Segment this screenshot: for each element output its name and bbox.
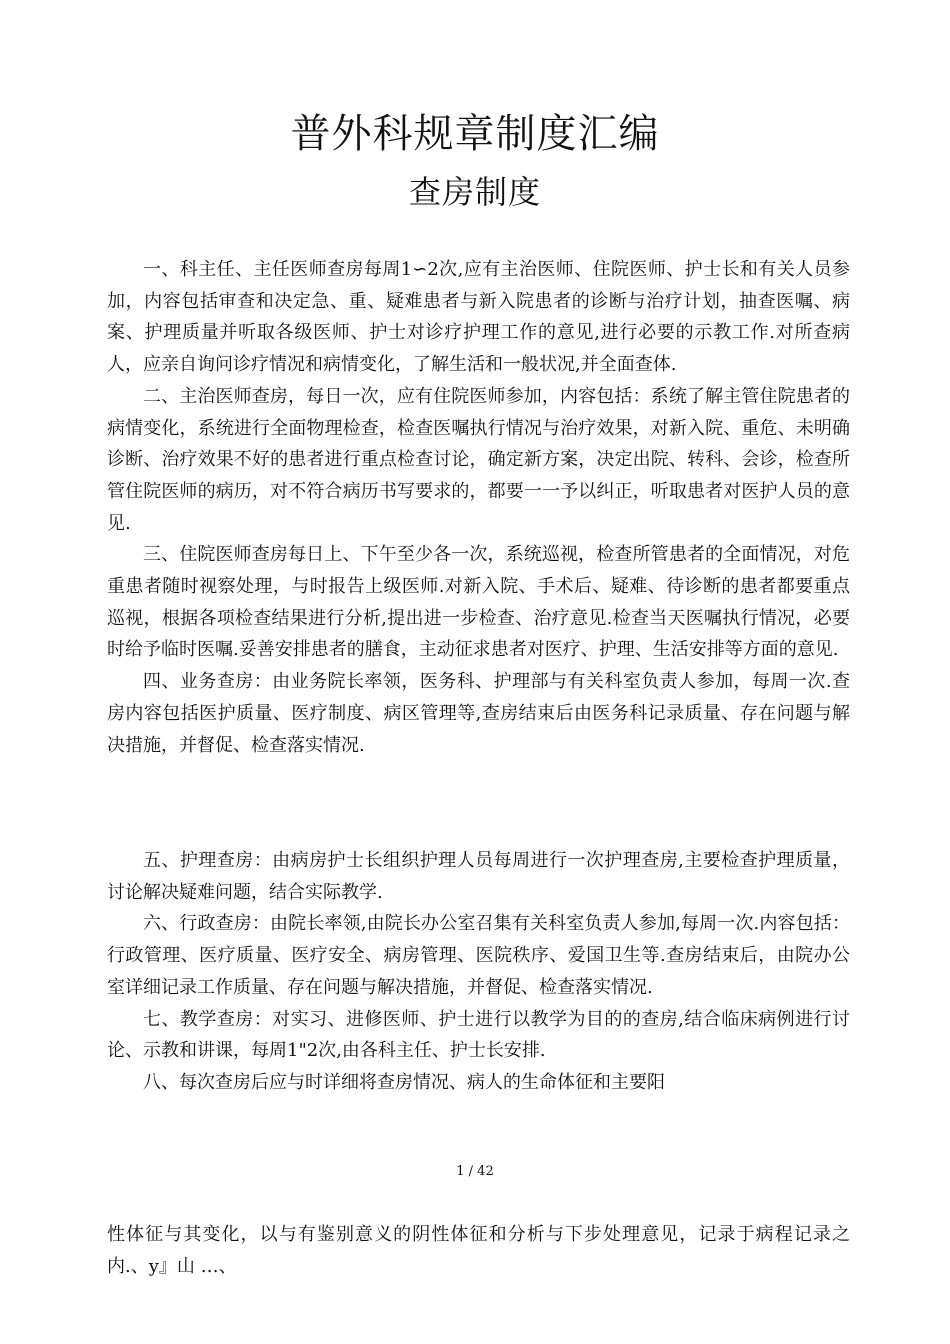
paragraph-8-continued: 性体征与其变化，以与有鉴别意义的阴性体征和分析与下步处理意见，记录于病程记录之内.、y』山 …、 bbox=[107, 1224, 850, 1277]
paragraph-5: 五、护理查房：由病房护士长组织护理人员每周进行一次护理查房,主要检查护理质量，讨论解决疑难问题，结合实际教学. bbox=[107, 850, 850, 903]
paragraph-3: 三、住院医师查房每日上、下午至少各一次，系统巡视，检查所管患者的全面情况，对危重患者随时视察处理，与时报告上级医师.对新入院、手术后、疑难、待诊断的患者都要重点巡视，根据各项检查结果进行分析,提出进一步检查、治疗意见.检查当天医嘱执行情况，必要时给予临时医嘱.妥善安排患者的膳食，主动征求患者对医疗、护理、生活安排等方面的意见. bbox=[107, 544, 850, 661]
paragraph-6: 六、行政查房：由院长率领,由院长办公室召集有关科室负责人参加,每周一次.内容包括：行政管理、医疗质量、医疗安全、病房管理、医院秩序、爱国卫生等.查房结束后，由院办公室详细记录工作质量、存在问题与解决措施，并督促、检查落实情况. bbox=[107, 913, 850, 998]
body-text-bottom bbox=[107, 845, 850, 1099]
section-title: 查房制度 bbox=[408, 173, 541, 211]
paragraph-8: 八、每次查房后应与时详细将查房情况、病人的生命体征和主要阳 bbox=[143, 1071, 665, 1093]
body-text-top bbox=[107, 254, 850, 761]
paragraph-1: 一、科主任、主任医师查房每周1∽2次,应有主治医师、住院医师、护士长和有关人员参加，内容包括审查和决定急、重、疑难患者与新入院患者的诊断与治疗计划，抽查医嘱、病案、护理质量并听取各级医师、护士对诊疗护理工作的意见,进行必要的示教工作.对所查病人，应亲自询问诊疗情况和病情变化，了解生活和一般状况,并全面查体. bbox=[107, 259, 850, 376]
paragraph-2: 二、主治医师查房，每日一次，应有住院医师参加，内容包括：系统了解主管住院患者的病情变化，系统进行全面物理检查，检查医嘱执行情况与治疗效果，对新入院、重危、未明确诊断、治疗效果不好的患者进行重点检查讨论，确定新方案，决定出院、转科、会诊，检查所管住院医师的病历，对不符合病历书写要求的，都要一一予以纠正，听取患者对医护人员的意见. bbox=[107, 385, 850, 534]
document-title: 普外科规章制度汇编 bbox=[290, 111, 660, 157]
paragraph-4: 四、业务查房：由业务院长率领，医务科、护理部与有关科室负责人参加，每周一次.查房内容包括医护质量、医疗制度、病区管理等,查房结束后由医务科记录质量、存在问题与解决措施，并督促、检查落实情况. bbox=[107, 671, 850, 756]
next-page-text bbox=[107, 1219, 850, 1282]
paragraph-7: 七、教学查房：对实习、进修医师、护士进行以教学为目的的查房,结合临床病例进行讨论、示教和讲课，每周1"2次,由各科主任、护士长安排. bbox=[107, 1008, 850, 1062]
page-number: 1 / 42 bbox=[456, 1164, 494, 1179]
